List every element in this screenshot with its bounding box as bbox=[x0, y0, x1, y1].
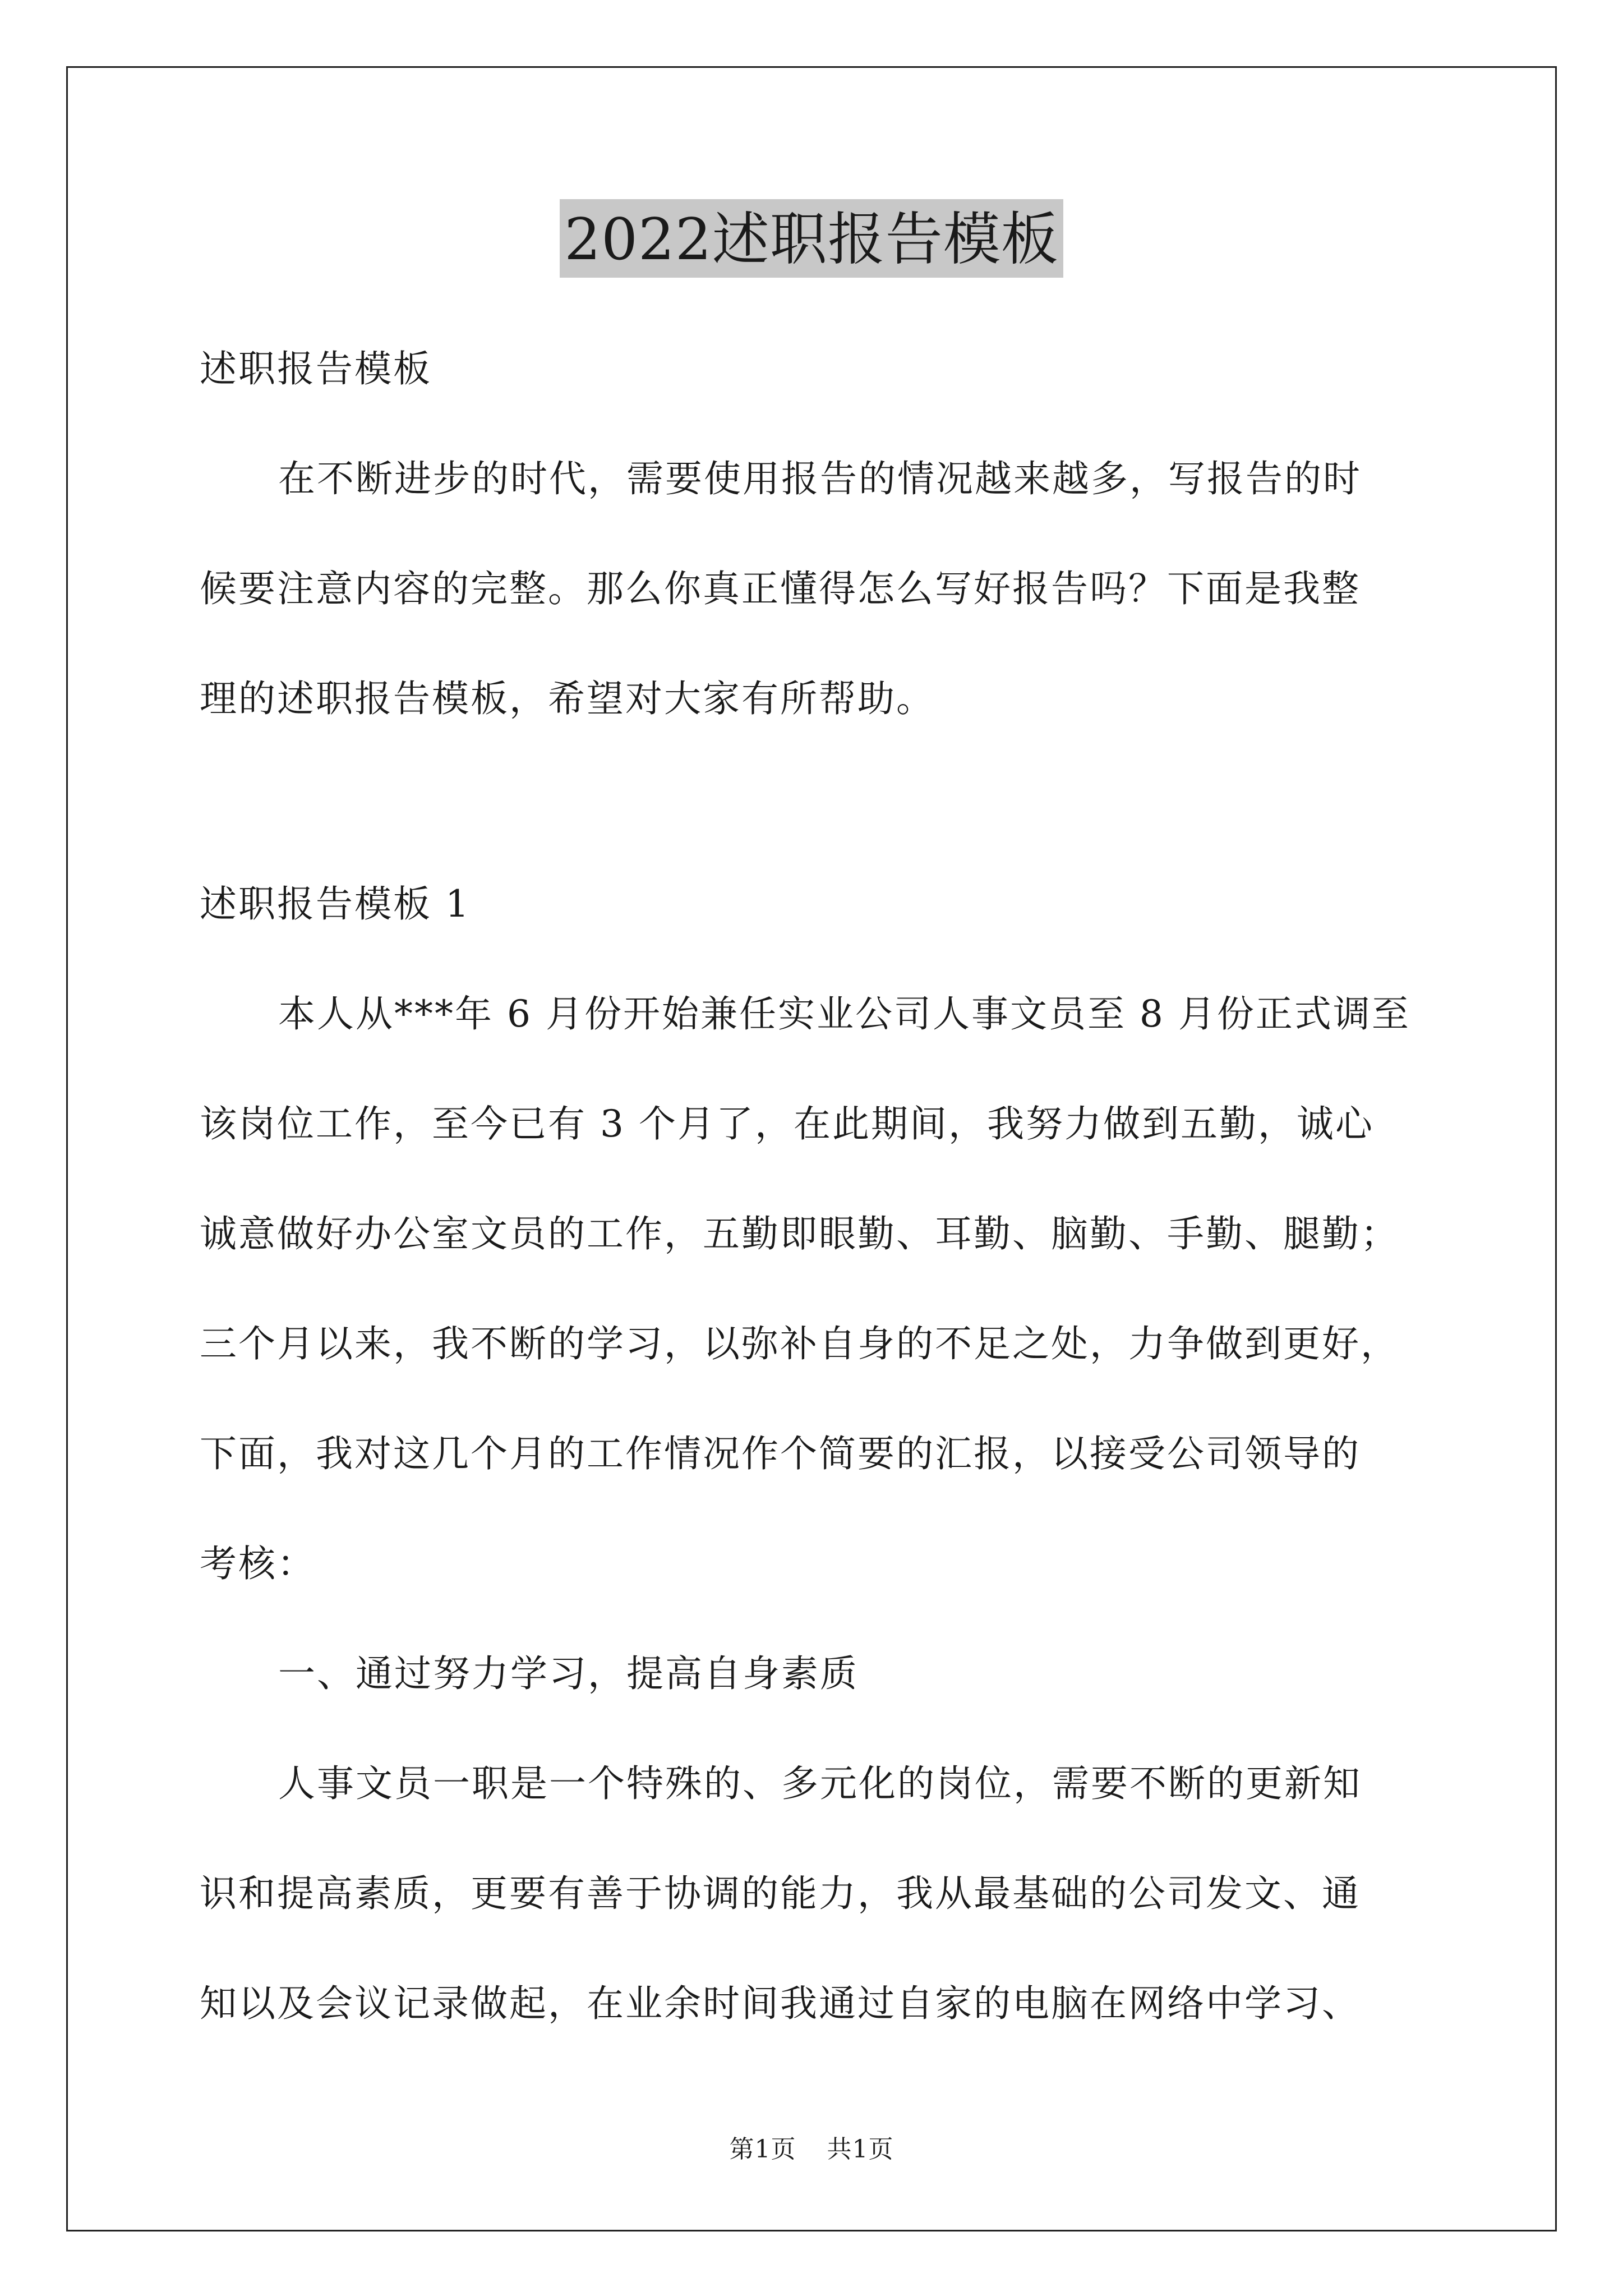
paragraph-line: 本人从***年 6 月份开始兼任实业公司人事文员至 8 月份正式调至 bbox=[278, 992, 1410, 1036]
subheading: 一、通过努力学习，提高自身素质 bbox=[278, 1652, 859, 1695]
page-total: 共1页 bbox=[827, 2135, 894, 2164]
paragraph-line: 人事文员一职是一个特殊的、多元化的岗位，需要不断的更新知 bbox=[278, 1762, 1362, 1805]
title-container bbox=[0, 199, 1623, 278]
intro-line: 理的述职报告模板，希望对大家有所帮助。 bbox=[200, 677, 935, 720]
paragraph-line: 考核： bbox=[200, 1542, 316, 1585]
paragraph-line: 三个月以来，我不断的学习，以弥补自身的不足之处，力争做到更好， bbox=[200, 1322, 1399, 1365]
paragraph-line: 知以及会议记录做起，在业余时间我通过自家的电脑在网络中学习、 bbox=[200, 1982, 1361, 2025]
intro-heading: 述职报告模板 bbox=[200, 347, 432, 390]
document-title: 2022述职报告模板 bbox=[560, 199, 1063, 278]
paragraph-line: 下面，我对这几个月的工作情况作个简要的汇报，以接受公司领导的 bbox=[200, 1432, 1361, 1475]
document-body bbox=[200, 314, 1433, 2059]
paragraph-gap bbox=[200, 754, 1433, 849]
intro-line: 在不断进步的时代，需要使用报告的情况越来越多，写报告的时 bbox=[278, 457, 1362, 500]
section-heading: 述职报告模板 1 bbox=[200, 882, 471, 926]
paragraph-line: 识和提高素质，更要有善于协调的能力，我从最基础的公司发文、通 bbox=[200, 1872, 1361, 1915]
page-footer bbox=[0, 2129, 1623, 2165]
paragraph-line: 该岗位工作，至今已有 3 个月了，在此期间，我努力做到五勤，诚心 bbox=[200, 1102, 1374, 1145]
page-number: 第1页 bbox=[729, 2135, 796, 2164]
paragraph-line: 诚意做好办公室文员的工作，五勤即眼勤、耳勤、脑勤、手勤、腿勤； bbox=[200, 1212, 1399, 1255]
intro-line: 候要注意内容的完整。那么你真正懂得怎么写好报告吗？下面是我整 bbox=[200, 567, 1361, 610]
